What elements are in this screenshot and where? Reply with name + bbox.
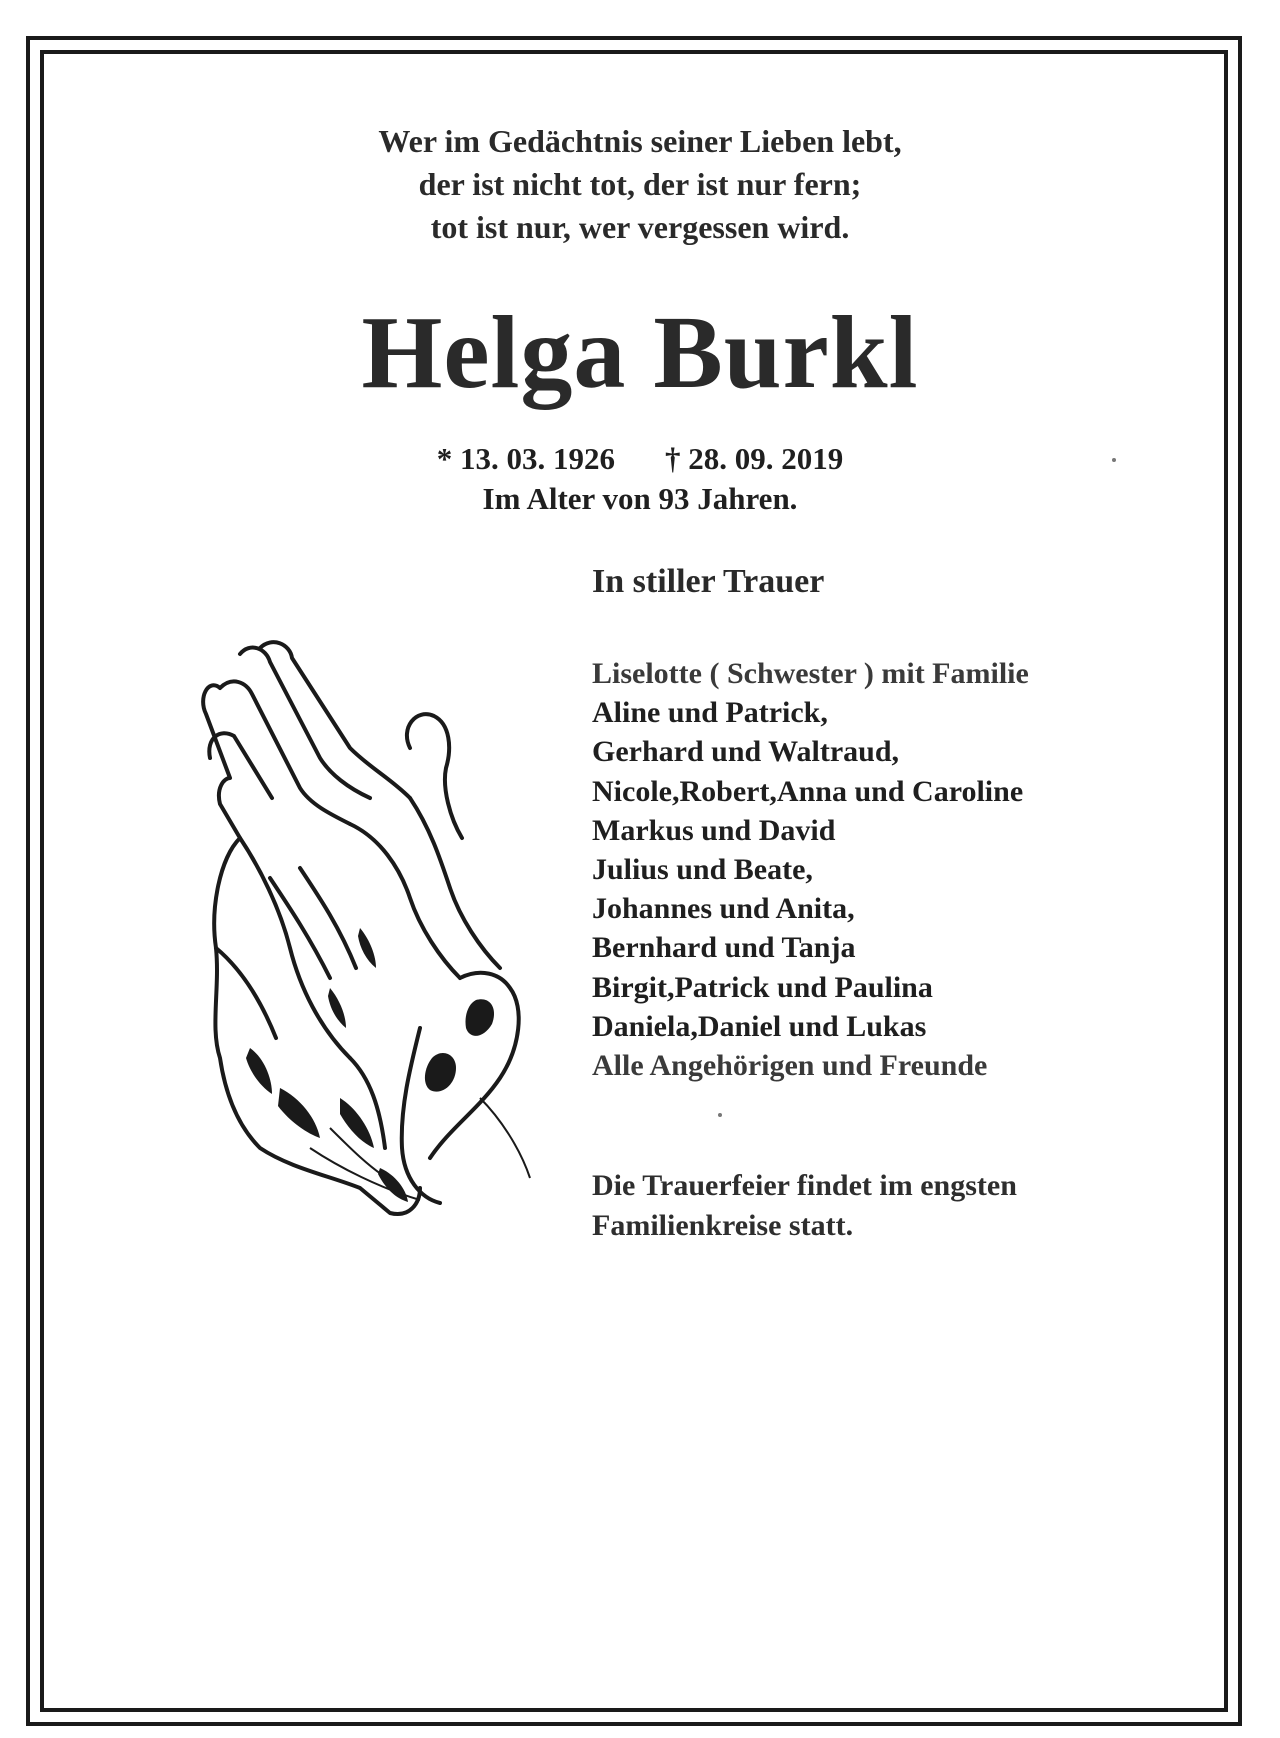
mourner-line: Julius und Beate, bbox=[592, 853, 813, 887]
mourner-line: Bernhard und Tanja bbox=[592, 931, 856, 965]
mourner-line: Liselotte ( Schwester ) mit Familie bbox=[592, 657, 1029, 690]
mourner-line: Birgit,Patrick und Paulina bbox=[592, 970, 933, 1004]
mourner-line: Gerhard und Waltraud, bbox=[592, 735, 900, 769]
death-date: † 28. 09. 2019 bbox=[665, 441, 844, 476]
scan-speck bbox=[1112, 458, 1116, 462]
praying-hands-icon bbox=[180, 628, 560, 1228]
deceased-name: Helga Burkl bbox=[361, 295, 919, 410]
mourner-line: Alle Angehörigen und Freunde bbox=[592, 1049, 988, 1083]
memorial-quote bbox=[0, 120, 1280, 249]
age-line: Im Alter von 93 Jahren. bbox=[482, 481, 798, 516]
mourners-list bbox=[592, 654, 1029, 1085]
ceremony-line: Die Trauerfeier findet im engsten bbox=[592, 1169, 1017, 1202]
ceremony-line: Familienkreise statt. bbox=[592, 1209, 854, 1242]
mourner-line: Johannes und Anita, bbox=[592, 892, 855, 926]
mourner-line: Aline und Patrick, bbox=[592, 696, 828, 730]
birth-date: * 13. 03. 1926 bbox=[436, 441, 615, 476]
mourner-line: Nicole,Robert,Anna und Caroline bbox=[592, 774, 1024, 808]
quote-line: Wer im Gedächtnis seiner Lieben lebt, bbox=[378, 123, 902, 159]
life-dates bbox=[0, 440, 1280, 478]
ceremony-note bbox=[592, 1166, 1017, 1246]
scan-speck bbox=[718, 1113, 722, 1117]
mourning-heading: In stiller Trauer bbox=[592, 563, 825, 600]
quote-line: tot ist nur, wer vergessen wird. bbox=[430, 209, 850, 245]
mourner-line: Markus und David bbox=[592, 813, 836, 847]
mourner-line: Daniela,Daniel und Lukas bbox=[592, 1009, 927, 1043]
quote-line: der ist nicht tot, der ist nur fern; bbox=[418, 166, 862, 202]
